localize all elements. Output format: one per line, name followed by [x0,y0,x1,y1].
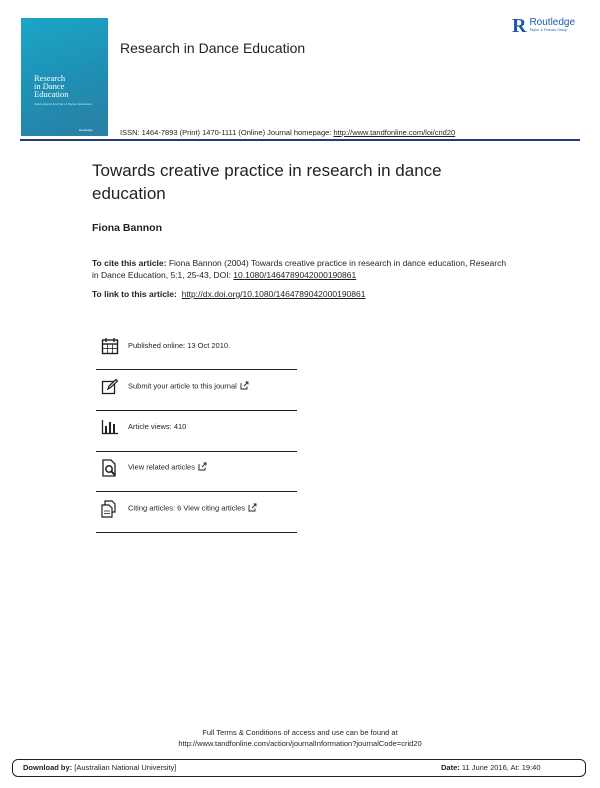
article-link-block [92,289,512,299]
publisher-tagline: Taylor & Francis Group [529,28,568,32]
citing-icon [100,499,120,519]
article-author: Fiona Bannon [92,222,162,234]
issn-text: ISSN: 1464-7893 (Print) 1470-1111 (Online) Journal homepage: [120,128,334,137]
journal-name: Research in Dance Education [120,40,306,56]
external-link-icon [198,462,207,473]
journal-cover-image [21,18,108,136]
submit-article-link[interactable]: Submit your article to this journal [128,381,237,391]
cite-text: Fiona Bannon (2004) Towards creative practice in research in dance education, Research in Dance Education, 5:1, 25-43, DOI: [92,258,507,280]
published-online-item [96,325,297,366]
routledge-r-icon: R [512,15,527,37]
citation-block [92,257,512,281]
article-url-link[interactable]: http://dx.doi.org/10.1080/1464789042000190861 [181,289,366,299]
doi-link[interactable]: 10.1080/1464789042000190861 [233,270,357,280]
citing-articles-item[interactable] [96,488,297,529]
routledge-logo [512,17,575,35]
link-label: To link to this article: [92,289,177,299]
search-document-icon [100,458,120,478]
cover-title: Research in Dance Education [34,73,69,99]
downloaded-by-value: [Australian National University] [72,763,177,772]
cite-label: To cite this article: [92,258,167,268]
article-title: Towards creative practice in research in dance education [92,161,442,203]
published-online-text: Published online: 13 Oct 2010. [128,341,231,350]
issn-line [120,128,455,137]
date-label: Date: [441,763,460,772]
terms-line-1: Full Terms & Conditions of access and use can be found at [202,728,398,737]
bar-chart-icon [100,417,120,437]
submit-article-item[interactable] [96,366,297,407]
downloaded-by-label: Download by: [23,763,73,772]
publisher-name: Routledge [529,17,576,28]
download-info-bar [12,759,586,777]
article-views-item [96,406,297,447]
calendar-icon [100,336,120,356]
terms-url-link[interactable]: http://www.tandfonline.com/action/journalInformation?journalCode=crid20 [178,739,422,748]
header-divider [20,139,580,141]
article-views-text: Article views: 410 [128,422,187,431]
item-divider [96,532,297,533]
cover-publisher-mark: Routledge [79,128,93,132]
external-link-icon [240,381,249,392]
external-link-icon [248,503,257,514]
terms-notice [0,727,600,749]
related-articles-item[interactable] [96,447,297,488]
related-articles-link[interactable]: View related articles [128,462,195,472]
date-value: 11 June 2016, At: 19:40 [459,763,541,772]
cover-subtitle: International Journal of Dance Education [34,102,93,106]
edit-icon [100,377,120,397]
journal-homepage-link[interactable]: http://www.tandfonline.com/loi/crid20 [333,128,456,137]
citing-articles-link[interactable]: Citing articles: 6 View citing articles [128,503,245,513]
